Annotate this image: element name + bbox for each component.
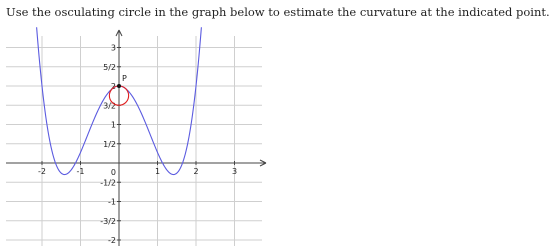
x-tick-label: 2 <box>193 167 199 176</box>
point-p-label: P <box>122 74 127 83</box>
y-tick-label: 2 <box>110 82 116 91</box>
y-tick-label: 3 <box>110 43 116 53</box>
y-tick-label: 5/2 <box>103 62 116 72</box>
y-tick-label: -3/2 <box>100 216 116 226</box>
question-text: Use the osculating circle in the graph below to estimate the curvature at the indicated point. <box>6 5 550 19</box>
y-tick-label: -1 <box>108 197 116 207</box>
x-tick-label: -1 <box>76 167 85 176</box>
y-tick-label: -1/2 <box>100 178 116 188</box>
y-tick-label: 3/2 <box>103 101 116 111</box>
axes <box>6 30 266 246</box>
x-tick-label: 3 <box>231 167 238 176</box>
x-tick-label: -2 <box>38 167 46 176</box>
y-tick-label: 0 <box>110 168 116 177</box>
point-p-marker <box>117 84 121 88</box>
x-tick-label: 1 <box>154 167 161 176</box>
y-tick-label: 1/2 <box>103 139 116 149</box>
y-tick-label: 1 <box>110 120 116 130</box>
y-tick-label: -2 <box>108 236 116 245</box>
grid-lines <box>6 36 262 246</box>
